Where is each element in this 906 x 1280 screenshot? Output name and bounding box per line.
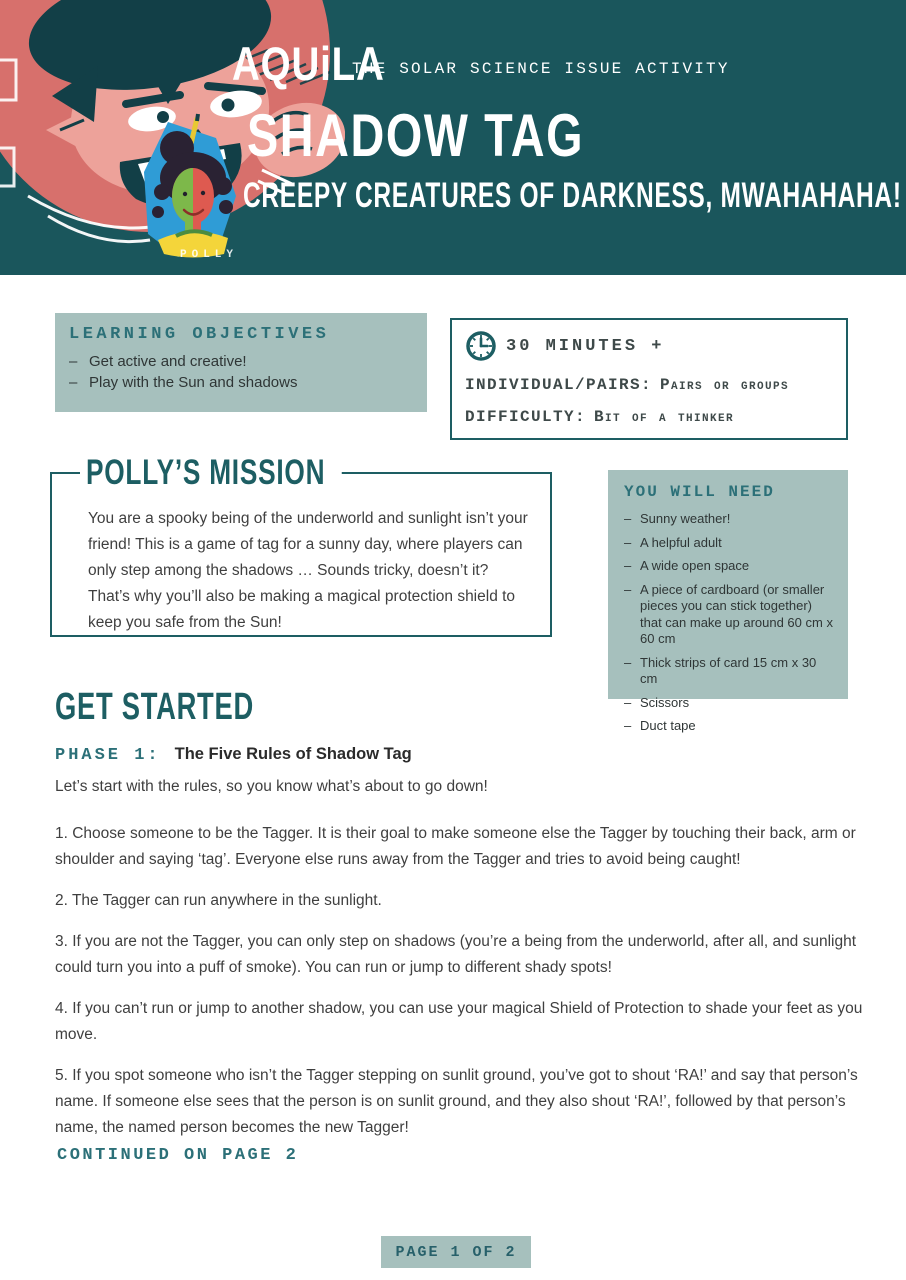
supply-text: Thick strips of card 15 cm x 30 cm	[640, 654, 817, 686]
dash-bullet: –	[624, 694, 632, 710]
clock-icon	[465, 330, 497, 362]
list-item	[624, 535, 834, 552]
difficulty-value: Bit of a thinker	[594, 408, 735, 426]
difficulty-label: DIFFICULTY:	[465, 408, 587, 426]
dash-bullet: –	[624, 581, 632, 597]
individual-pairs-row	[465, 376, 833, 394]
mission-heading-text: POLLY’S MISSION	[86, 453, 326, 492]
dash-bullet: –	[624, 558, 632, 573]
supply-text: Duct tape	[640, 718, 696, 733]
learning-objectives-box	[55, 313, 427, 412]
mission-heading	[80, 452, 342, 501]
continued-note: CONTINUED ON PAGE 2	[57, 1146, 299, 1165]
get-started-section	[55, 686, 885, 1156]
dash-bullet: –	[69, 353, 78, 370]
list-item	[624, 582, 834, 648]
supply-text: A piece of cardboard (or smaller pieces you can stick together) that can make up around 60 cm x 60 cm	[640, 581, 833, 646]
you-will-need-heading: YOU WILL NEED	[624, 483, 775, 501]
list-item	[624, 655, 834, 688]
learning-objectives-list	[69, 351, 413, 393]
character-name-label: POLLY	[180, 249, 239, 261]
rule-paragraph: 2. The Tagger can run anywhere in the sunlight.	[55, 892, 382, 909]
you-will-need-box	[608, 470, 848, 733]
phase-label: PHASE 1:	[55, 746, 161, 765]
individual-pairs-label: INDIVIDUAL/PAIRS:	[465, 376, 653, 394]
activity-subtitle: CREEPY CREATURES OF DARKNESS, MWAHAHAHA!	[243, 176, 902, 215]
polly-mission-box	[50, 453, 552, 637]
supply-text: A helpful adult	[640, 534, 722, 550]
objective-text: Get active and creative!	[89, 353, 247, 370]
phase-title: The Five Rules of Shadow Tag	[174, 745, 412, 763]
individual-pairs-value: Pairs or groups	[660, 376, 790, 394]
rule-paragraph: 3. If you are not the Tagger, you can only step on shadows (you’re a being from the underworld, after all, and sunlight could turn you into a puff of smoke). You can run or jump to different shady spots!	[55, 933, 857, 976]
difficulty-row	[465, 408, 833, 426]
list-item	[624, 558, 834, 575]
rule-paragraph: 1. Choose someone to be the Tagger. It is their goal to make someone else the Tagger by touching their back, arm or shoulder and saying ‘tag’. Everyone else runs away from the Tagger and tries to avoid being caught!	[55, 825, 856, 868]
dash-bullet: –	[624, 511, 632, 526]
duration-row	[465, 330, 833, 362]
phase-row	[55, 745, 885, 765]
rule-paragraph: 5. If you spot someone who isn’t the Tagger stepping on sunlit ground, you’ve got to shout ‘RA!’ and say that person’s name. If someone else sees that the person is on sunlit ground, and they also shout ‘RA!’, followed by that person’s name, the named person becomes the new Tagger!	[55, 1067, 858, 1136]
get-started-heading: GET STARTED	[55, 686, 254, 728]
dash-bullet: –	[624, 654, 632, 670]
activity-info-box	[450, 318, 848, 440]
issue-kicker: THE SOLAR SCIENCE ISSUE ACTIVITY	[352, 60, 730, 78]
supply-text: Sunny weather!	[640, 511, 731, 526]
dash-bullet: –	[624, 534, 632, 550]
list-item	[624, 511, 834, 528]
mission-body: You are a spooky being of the underworld and sunlight isn’t your friend! This is a game of tag for a sunny day, where players can only step among the shadows … Sounds tricky, doesn’t it? That’s why you’ll also be making a magical protection shield to keep you safe from the Sun!	[88, 510, 528, 631]
dash-bullet: –	[69, 374, 78, 391]
phase-intro: Let’s start with the rules, so you know what’s about to go down!	[55, 778, 488, 795]
supply-text: Scissors	[640, 694, 690, 710]
duration-text: 30 MINUTES +	[506, 336, 665, 356]
learning-objectives-heading: LEARNING OBJECTIVES	[69, 325, 330, 344]
rules-list	[55, 821, 885, 1141]
list-item	[69, 372, 413, 393]
page-number-badge: PAGE 1 OF 2	[381, 1236, 531, 1268]
list-item	[69, 351, 413, 372]
dash-bullet: –	[624, 718, 632, 733]
objective-text: Play with the Sun and shadows	[89, 374, 298, 391]
masthead	[0, 0, 906, 275]
supply-text: A wide open space	[640, 558, 750, 573]
rule-paragraph: 4. If you can’t run or jump to another shadow, you can use your magical Shield of Protection to shade your feet as you move.	[55, 1000, 863, 1043]
activity-title: SHADOW TAG	[247, 102, 585, 169]
aquila-logo: AQUiLA	[232, 37, 385, 90]
